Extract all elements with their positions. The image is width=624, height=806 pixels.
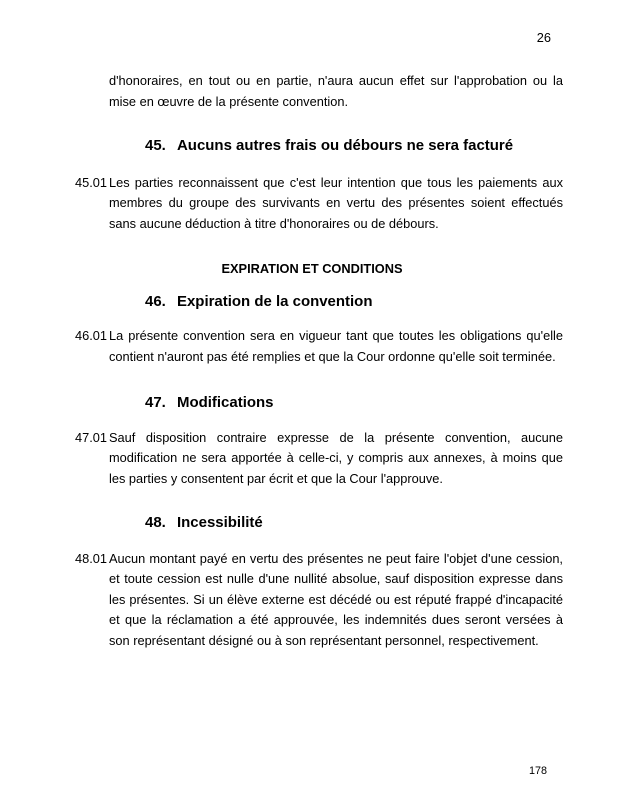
header-page-number: 26 [536,30,551,45]
clause-number: 47.01 [75,429,108,445]
clause-number: 46.01 [75,328,108,343]
section-number: 48. [145,514,166,531]
clause-45-01 [75,173,563,235]
clause-text: La présente convention sera en vigueur tant que toutes les obligations qu'elle contient n'auront pas été remplies et que la Cour ordonne qu'elle soit terminée. [109,328,563,364]
section-number: 47. [145,394,166,411]
clause-number: 48.01 [75,550,108,566]
clause-text: Sauf disposition contraire expresse de la présente convention, aucune modification ne sera apportée à celle-ci, y compris aux annexes, à moins que les parties y consentent par écrit et que la Cour l'approuve. [109,429,563,486]
clause-text: Les parties reconnaissent que c'est leur intention que tous les paiements aux membres du groupe des survivants en vertu des présentes soient effectués sans aucune déduction à titre d'honoraires ou de débours. [109,174,563,231]
section-heading-47 [145,393,563,414]
section-title: Aucuns autres frais ou débours ne sera facturé [177,137,514,154]
clause-46-01 [75,326,563,367]
paragraph-continuation: d'honoraires, en tout ou en partie, n'aura aucun effet sur l'approbation ou la mise en œuvre de la présente convention. [109,73,563,109]
section-heading-48 [145,513,563,534]
clause-47-01 [75,428,563,490]
footer-page-number: 178 [528,765,547,777]
section-title: Modifications [177,394,274,411]
section-number: 46. [145,292,166,310]
clause-number: 45.01 [75,174,108,190]
section-title: Expiration de la convention [177,292,373,310]
section-number: 45. [145,137,166,154]
part-heading-expiration: EXPIRATION ET CONDITIONS [221,261,403,276]
section-heading-46 [145,292,563,313]
section-heading-45 [145,136,563,157]
clause-48-01 [75,549,563,652]
section-title: Incessibilité [177,514,263,531]
clause-text: Aucun montant payé en vertu des présentes ne peut faire l'objet d'une cession, et toute cession est nulle d'une nullité absolue, sauf disposition expresse dans les présentes. Si un élève externe est décédé ou est réputé frappé d'incapacité et que la réclamation a été approuvée, les indemnités dues seront versées à son représentant désigné ou à son représentant personnel, respectivement. [109,550,563,648]
